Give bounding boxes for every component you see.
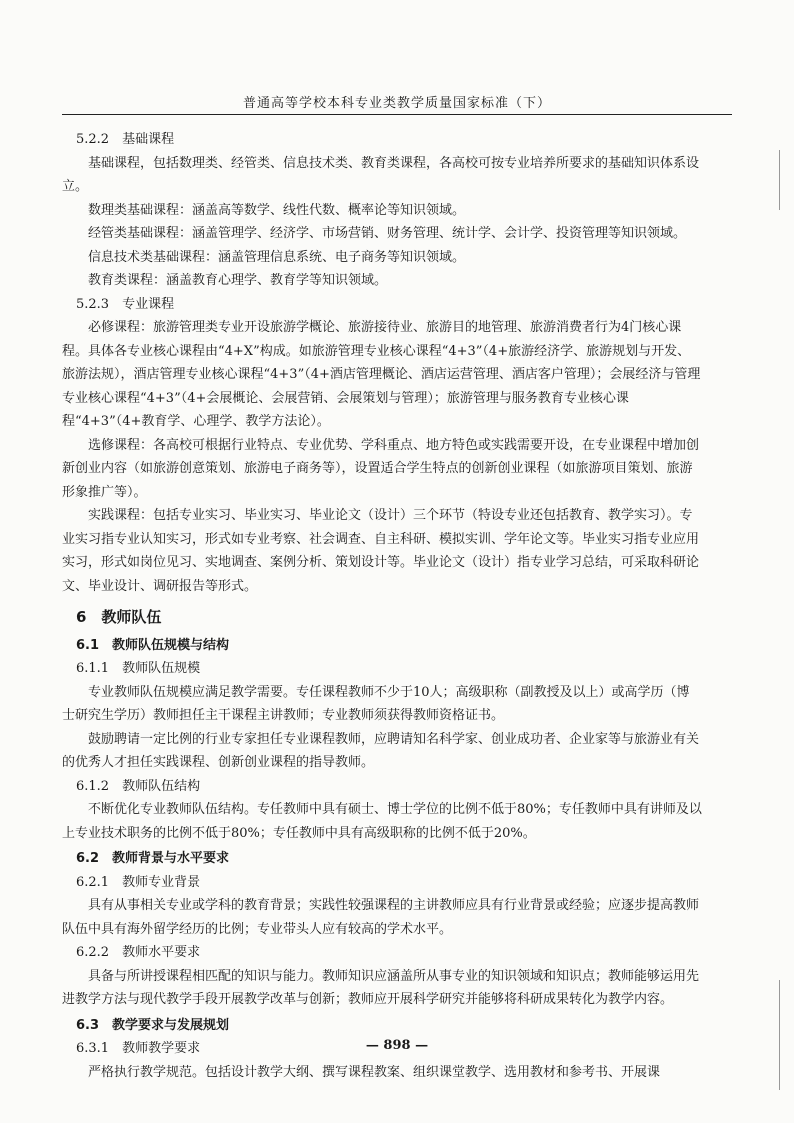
- body-paragraph: 经管类基础课程：涵盖管理学、经济学、市场营销、财务管理、统计学、会计学、投资管理等知识领域。: [88, 226, 687, 241]
- body-paragraph: 具备与所讲授课程相匹配的知识与能力。教师知识应涵盖所从事专业的知识领域和知识点；教师能够运用先进教学方法与现代教学手段开展教学改革与创新；教师应开展科学研究并能够将科研成果转化为教学内容。: [62, 968, 700, 1007]
- scan-edge-mark: [779, 150, 780, 210]
- body-paragraph: 严格执行教学规范。包括设计教学大纲、撰写课程教案、组织课堂教学、选用教材和参考书、开展课: [88, 1064, 661, 1080]
- page-number: — 898 —: [365, 1038, 429, 1053]
- section-heading: 6.2 教师背景与水平要求: [76, 851, 230, 866]
- section-heading: 5.2.2 基础课程: [76, 132, 175, 147]
- body-paragraph: 实践课程：包括专业实习、毕业实习、毕业论文（设计）三个环节（特设专业还包括教育、教学实习）。专业实习指专业认知实习，形式如专业考察、社会调查、自主科研、模拟实训、学年论文等。毕业实习指专业应用实习，形式如岗位见习、实地调查、案例分析、策划设计等。毕业论文（设计）指专业学习总结，可采取科研论文、毕业设计、调研报告等形式。: [62, 508, 700, 594]
- running-header: 普通高等学校本科专业类教学质量国家标准（下）: [62, 92, 732, 115]
- body-paragraph: 具有从事相关专业或学科的教育背景；实践性较强课程的主讲教师应具有行业背景或经验；应逐步提高教师队伍中具有海外留学经历的比例；专业带头人应有较高的学术水平。: [62, 898, 700, 937]
- section-heading: 6.1.2 教师队伍结构: [76, 778, 201, 794]
- section-heading: 6.1.1 教师队伍规模: [76, 661, 201, 676]
- section-heading: 6.1 教师队伍规模与结构: [76, 637, 230, 653]
- body-paragraph: 专业教师队伍规模应满足教学需要。专任课程教师不少于10人；高级职称（副教授及以上）或高学历（博士研究生学历）教师担任主干课程主讲教师；专业教师须获得教师资格证书。: [62, 684, 690, 723]
- section-heading: 5.2.3 专业课程: [76, 296, 175, 312]
- body-paragraph: 不断优化专业教师队伍结构。专任教师中具有硕士、博士学位的比例不低于80%；专任教师中具有讲师及以上专业技术职务的比例不低于80%；专任教师中具有高级职称的比例不低于20%。: [62, 802, 702, 841]
- scan-edge-mark: [779, 980, 780, 1090]
- section-heading: 6 教师队伍: [76, 608, 162, 626]
- body-paragraph: 必修课程：旅游管理类专业开设旅游学概论、旅游接待业、旅游目的地管理、旅游消费者行为4门核心课程。具体各专业核心课程由“4+X”构成。如旅游管理专业核心课程“4+3”（4+旅游经济学、旅游规划与开发、旅游法规），酒店管理专业核心课程“4+3”（4+酒店管理概论、酒店运营管理、酒店客户管理）；会展经济与管理专业核心课程“4+3”（4+会展概论、会展营销、会展策划与管理）；旅游管理与服务教育专业核心课程“4+3”（4+教育学、心理学、教学方法论）。: [62, 320, 701, 429]
- body-paragraph: 鼓励聘请一定比例的行业专家担任专业课程教师，应聘请知名科学家、创业成功者、企业家等与旅游业有关的优秀人才担任实践课程、创新创业课程的指导教师。: [62, 731, 700, 770]
- body-paragraph: 选修课程：各高校可根据行业特点、专业优势、学科重点、地方特色或实践需要开设，在专业课程中增加创新创业内容（如旅游创意策划、旅游电子商务等），设置适合学生特点的创新创业课程（如旅游项目策划、旅游形象推广等）。: [62, 437, 700, 500]
- section-heading: 6.2.2 教师水平要求: [76, 945, 201, 960]
- body-paragraph: 教育类课程：涵盖教育心理学、教育学等知识领域。: [88, 273, 388, 288]
- page-content: [62, 128, 702, 1084]
- section-heading: 6.3 教学要求与发展规划: [76, 1017, 230, 1033]
- body-paragraph: 基础课程，包括数理类、经管类、信息技术类、教育类课程，各高校可按专业培养所要求的基础知识体系设立。: [62, 155, 700, 194]
- section-heading: 6.2.1 教师专业背景: [76, 874, 201, 890]
- body-paragraph: 信息技术类基础课程：涵盖管理信息系统、电子商务等知识领域。: [88, 249, 466, 265]
- section-heading: 6.3.1 教师教学要求: [76, 1041, 201, 1056]
- body-paragraph: 数理类基础课程：涵盖高等数学、线性代数、概率论等知识领域。: [88, 202, 466, 218]
